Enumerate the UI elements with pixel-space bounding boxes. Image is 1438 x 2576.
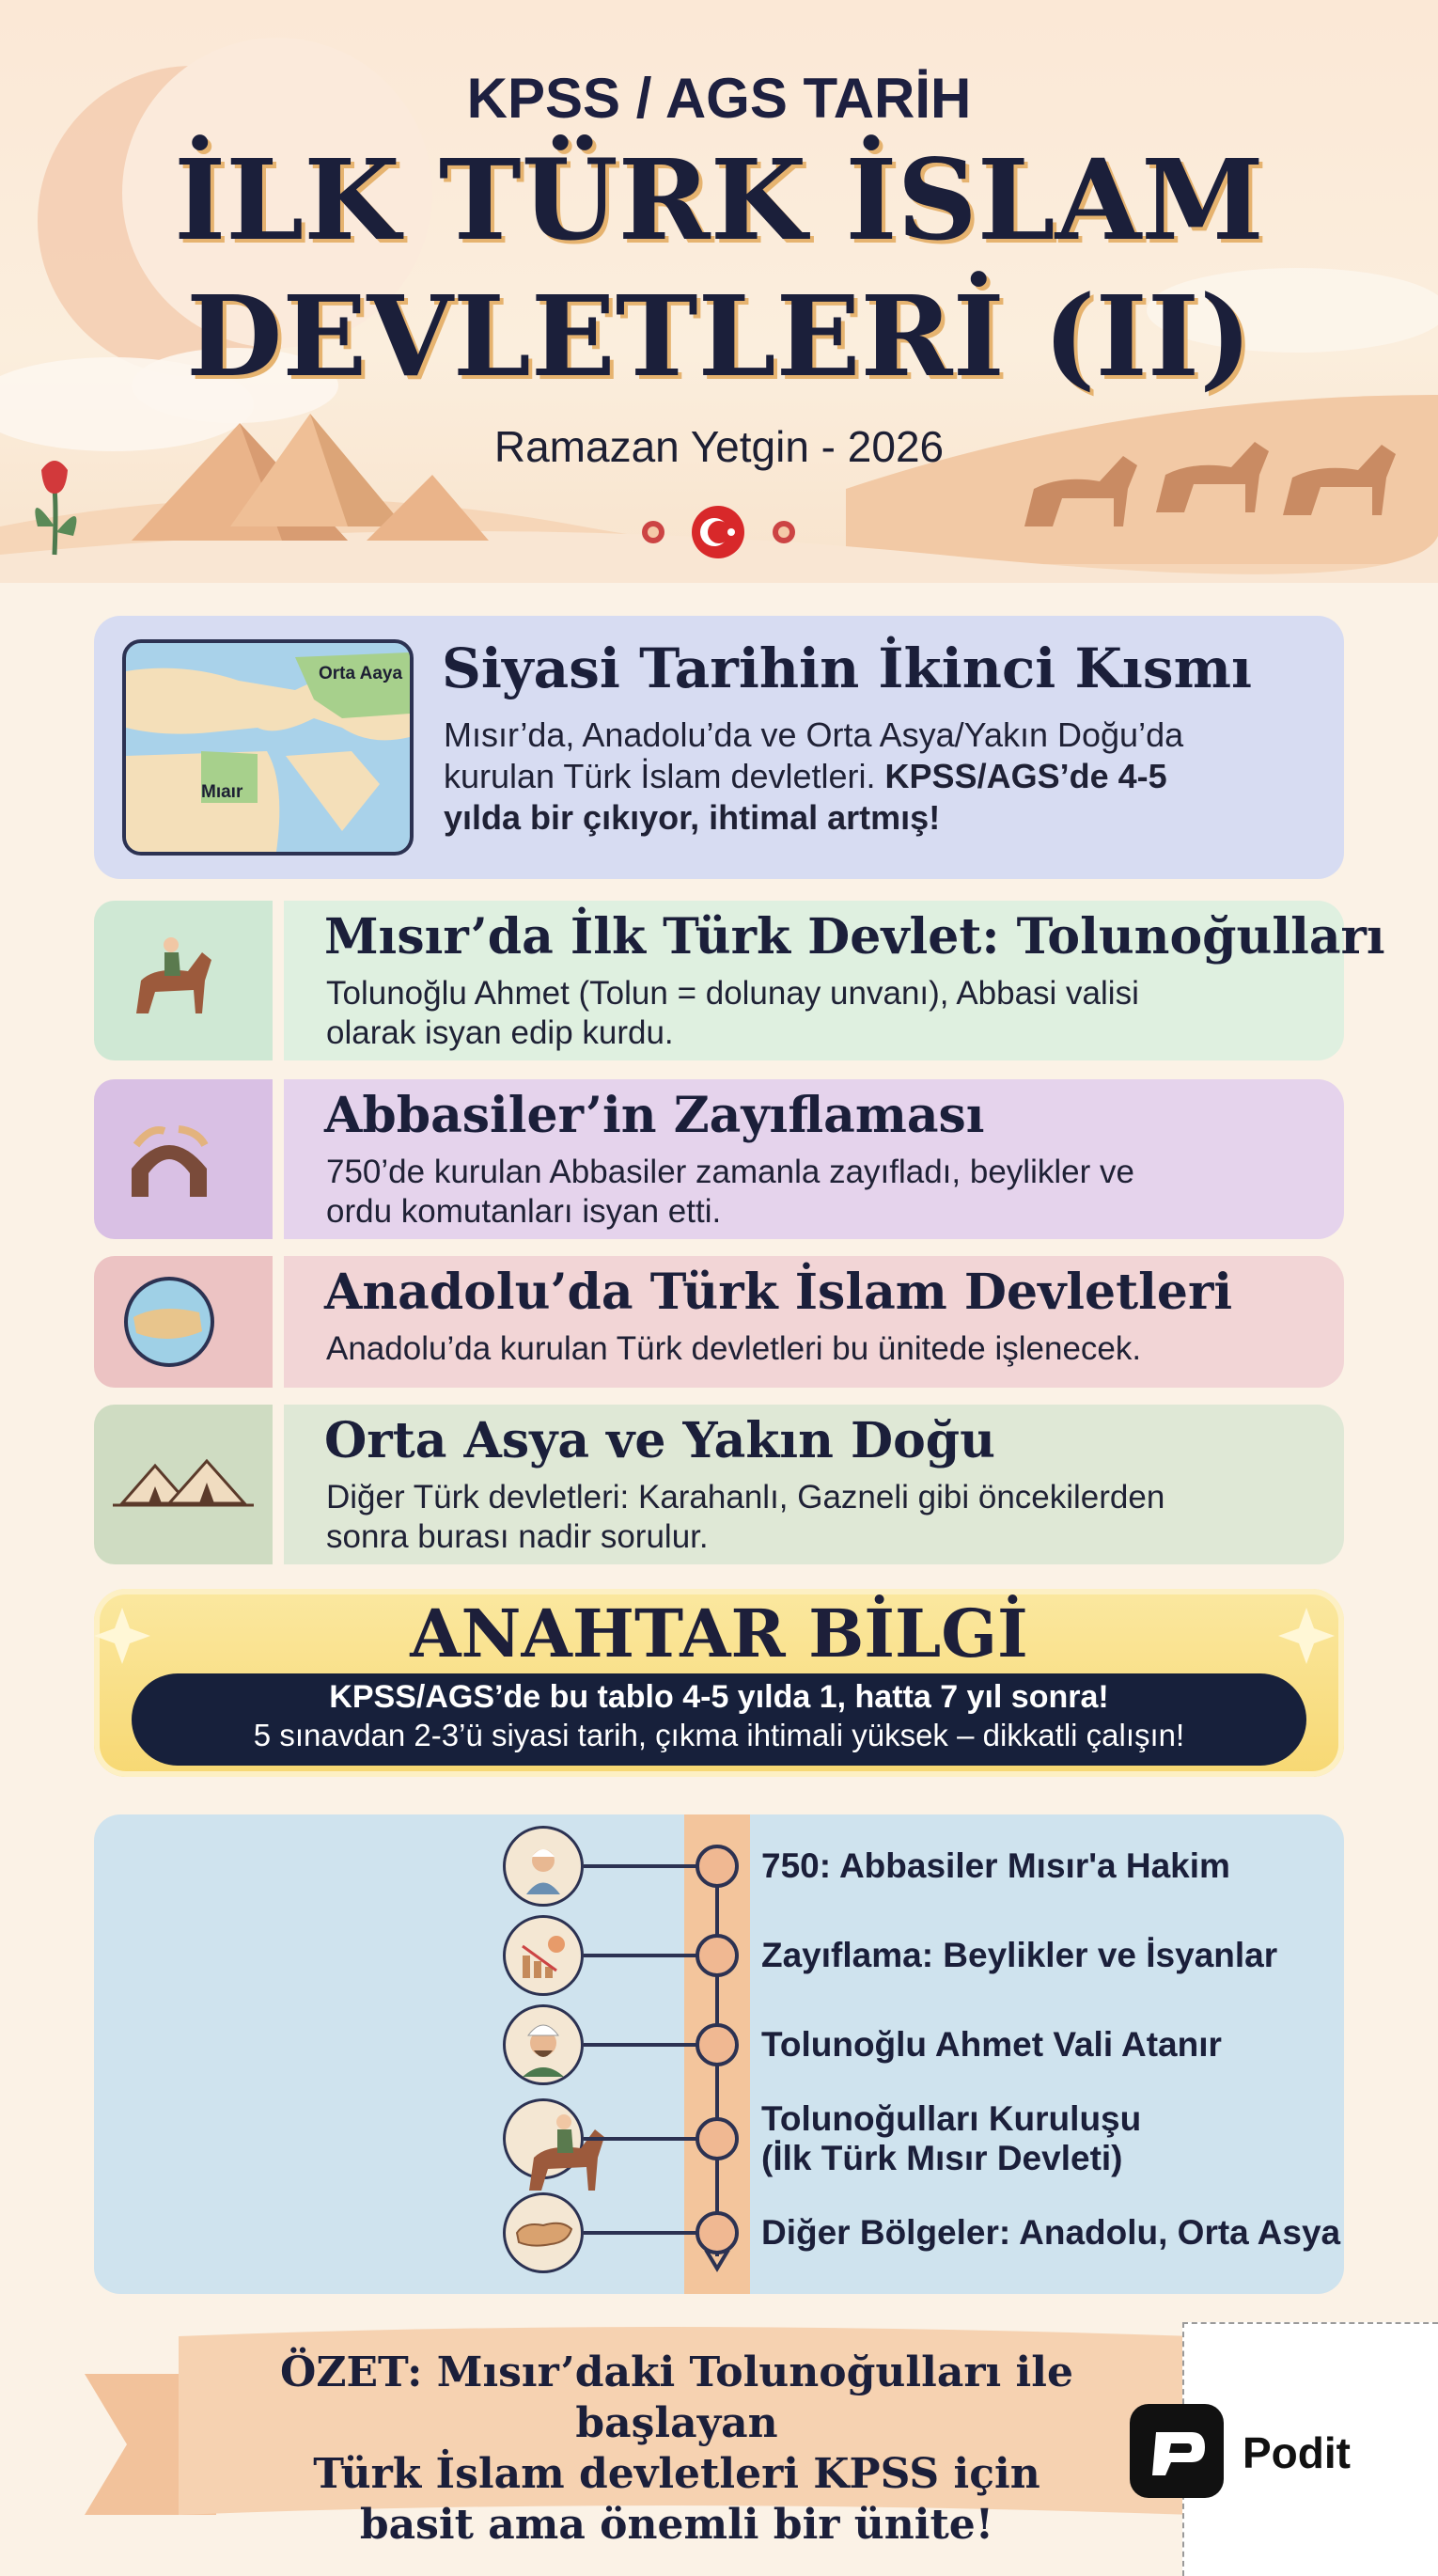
- timeline-dot: [696, 2117, 739, 2160]
- timeline-item: [761, 2025, 1222, 2065]
- horseman-icon: [503, 2098, 584, 2179]
- timeline-item: [761, 1846, 1230, 1886]
- title-line-1: İLK TÜRK İSLAM: [174, 134, 1264, 265]
- broken-arch-icon: [113, 1103, 226, 1219]
- podit-logo-icon: [1130, 2404, 1224, 2498]
- brand-watermark: [1182, 2322, 1438, 2576]
- timeline-item-label: Tolunoğulları Kuruluşu: [761, 2099, 1142, 2138]
- timeline-dot: [696, 2023, 739, 2066]
- timeline-item-sublabel: (İlk Türk Mısır Devleti): [761, 2139, 1123, 2177]
- topic-body-line: olarak isyan edip kurdu.: [326, 1014, 674, 1051]
- timeline-item-label: Tolunoğlu Ahmet Vali Atanır: [761, 2025, 1222, 2064]
- author-line: Ramazan Yetgin - 2026: [493, 422, 945, 471]
- tents-icon: [113, 1428, 254, 1526]
- globe-icon: [113, 1265, 226, 1382]
- key-bar: [132, 1673, 1306, 1766]
- timeline-item-label: Zayıflama: Beylikler ve İsyanlar: [761, 1936, 1278, 1974]
- topic-icon-box: [94, 1256, 284, 1388]
- intro-card: [94, 616, 1344, 879]
- intro-body: [444, 715, 1327, 839]
- topic-body-line: Tolunoğlu Ahmet (Tolun = dolunay unvanı), Abbasi valisi: [326, 975, 1139, 1012]
- timeline-connector: [584, 2043, 696, 2047]
- topic-body-line: 750’de kurulan Abbasiler zamanla zayıfladı, beylikler ve: [326, 1154, 1134, 1190]
- header-banner: [0, 0, 1438, 583]
- horseman-icon: [113, 924, 226, 1041]
- key-info-box: [94, 1589, 1344, 1777]
- topic-body: [326, 1329, 1322, 1369]
- timeline-item: [761, 2213, 1340, 2253]
- timeline-dot: [696, 1934, 739, 1977]
- governor-icon: [503, 2004, 584, 2085]
- timeline-item: [761, 2099, 1141, 2178]
- timeline-dot: [696, 1845, 739, 1888]
- brand-name: Podit: [1243, 2428, 1351, 2477]
- timeline-item: [761, 1936, 1277, 1975]
- topic-title: Orta Asya ve Yakın Doğu: [324, 1412, 995, 1469]
- timeline-connector: [584, 2137, 696, 2141]
- topic-card: [94, 901, 1385, 1060]
- topic-icon-box: [94, 901, 284, 1060]
- declining-chart-icon: [503, 1915, 584, 1996]
- topic-title: Anadolu’da Türk İslam Devletleri: [324, 1264, 1233, 1321]
- intro-body-bold-a: KPSS/AGS’de 4-5: [884, 757, 1167, 795]
- summary-line-2: Türk İslam devletleri KPSS için: [313, 2450, 1040, 2498]
- topic-title: Mısır’da İlk Türk Devlet: Tolunoğulları: [324, 908, 1385, 966]
- key-title: ANAHTAR BİLGİ: [410, 1594, 1028, 1673]
- caliph-icon: [503, 1826, 584, 1907]
- header-kicker: KPSS / AGS TARİH: [466, 67, 972, 130]
- timeline-item-label: Diğer Bölgeler: Anadolu, Orta Asya: [761, 2213, 1341, 2252]
- key-line-1: KPSS/AGS’de bu tablo 4-5 yılda 1, hatta 7 yıl sonra!: [329, 1679, 1109, 1715]
- topic-icon-box: [94, 1405, 284, 1564]
- title-line-2: DEVLETLERİ (II): [186, 271, 1252, 401]
- intro-body-line-2: kurulan Türk İslam devletleri.: [444, 757, 876, 795]
- timeline-item-label: 750: Abbasiler Mısır'a Hakim: [761, 1846, 1230, 1885]
- topic-card: [94, 1079, 1344, 1239]
- intro-body-bold-b: yılda bir çıkıyor, ihtimal artmış!: [444, 798, 941, 837]
- timeline-connector: [584, 1954, 696, 1957]
- intro-body-line-1: Mısır’da, Anadolu’da ve Orta Asya/Yakın Doğu’da: [444, 715, 1184, 754]
- timeline-panel: [94, 1814, 1344, 2294]
- map-label-central-asia: Orta Aaya: [319, 664, 403, 683]
- topic-title: Abbasiler’in Zayıflaması: [324, 1087, 985, 1144]
- topic-body-line: Anadolu’da kurulan Türk devletleri bu ünitede işlenecek.: [326, 1330, 1142, 1367]
- topic-body: [326, 1153, 1322, 1232]
- map-label-egypt: Mıaır: [201, 782, 243, 802]
- topic-icon-box: [94, 1079, 284, 1239]
- timeline-dot: [696, 2211, 739, 2254]
- topic-body: [326, 1478, 1322, 1557]
- topic-body: [326, 974, 1322, 1053]
- page-title: [0, 132, 1438, 404]
- timeline-connector: [584, 1864, 696, 1868]
- topic-card: [94, 1256, 1344, 1388]
- topic-body-line: sonra burası nadir sorulur.: [326, 1518, 709, 1555]
- summary-line-3: basit ama önemli bir ünite!: [359, 2501, 994, 2549]
- map-thumbnail: [122, 639, 414, 856]
- topic-body-line: Diğer Türk devletleri: Karahanlı, Gazneli gibi öncekilerden: [326, 1479, 1165, 1516]
- summary-line-1: ÖZET: Mısır’daki Tolunoğulları ile başlayan: [280, 2348, 1073, 2447]
- anatolia-map-icon: [503, 2192, 584, 2273]
- timeline-connector: [584, 2231, 696, 2235]
- topic-card: [94, 1405, 1344, 1564]
- summary-text: [207, 2348, 1147, 2551]
- intro-title: Siyasi Tarihin İkinci Kısmı: [442, 636, 1252, 700]
- key-line-2: 5 sınavdan 2-3’ü siyasi tarih, çıkma ihtimali yüksek – dikkatli çalışın!: [253, 1718, 1185, 1752]
- topic-body-line: ordu komutanları isyan etti.: [326, 1193, 722, 1230]
